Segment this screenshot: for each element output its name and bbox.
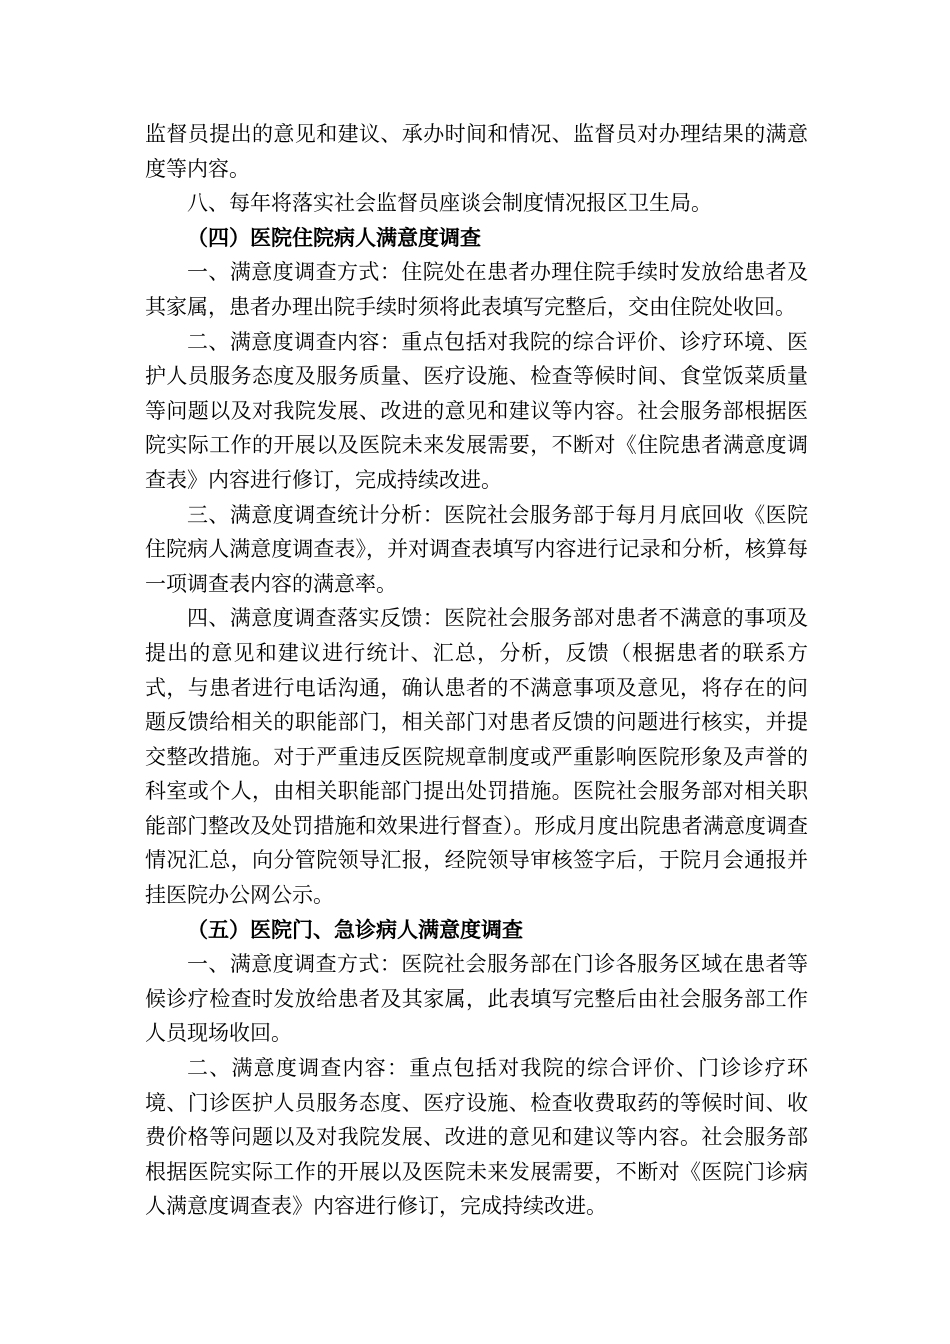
paragraph-inpatient-content: 二、满意度调查内容：重点包括对我院的综合评价、诊疗环境、医护人员服务态度及服务质量、医疗设施、检查等候时间、食堂饭菜质量等问题以及对我院发展、改进的意见和建议等内容。社会服务部根据医院实际工作的开展以及医院未来发展需要，不断对《住院患者满意度调查表》内容进行修订，完成持续改进。 [145,329,808,492]
paragraph-outpatient-method: 一、满意度调查方式：医院社会服务部在门诊各服务区域在患者等候诊疗检查时发放给患者及其家属，此表填写完整后由社会服务部工作人员现场收回。 [145,952,808,1046]
paragraph-continuation: 监督员提出的意见和建议、承办时间和情况、监督员对办理结果的满意度等内容。 [145,122,808,181]
document-body [145,117,808,1224]
paragraph-outpatient-content: 二、满意度调查内容：重点包括对我院的综合评价、门诊诊疗环境、门诊医护人员服务态度、医疗设施、检查收费取药的等候时间、收费价格等问题以及对我院发展、改进的意见和建议等内容。社会服务部根据医院实际工作的开展以及医院未来发展需要，不断对《医院门诊病人满意度调查表》内容进行修订，完成持续改进。 [145,1056,808,1219]
section-heading-5: （五）医院门、急诊病人满意度调查 [187,917,523,942]
paragraph-inpatient-analysis: 三、满意度调查统计分析：医院社会服务部于每月月底回收《医院住院病人满意度调查表》，并对调查表填写内容进行记录和分析，核算每一项调查表内容的满意率。 [145,502,808,596]
section-heading-4: （四）医院住院病人满意度调查 [187,225,481,250]
paragraph-item-8: 八、每年将落实社会监督员座谈会制度情况报区卫生局。 [187,191,712,216]
paragraph-inpatient-feedback: 四、满意度调查落实反馈：医院社会服务部对患者不满意的事项及提出的意见和建议进行统计、汇总，分析，反馈（根据患者的联系方式，与患者进行电话沟通，确认患者的不满意事项及意见，将存在的问题反馈给相关的职能部门，相关部门对患者反馈的问题进行核实，并提交整改措施。对于严重违反医院规章制度或严重影响医院形象及声誉的科室或个人，由相关职能部门提出处罚措施。医院社会服务部对相关职能部门整改及处罚措施和效果进行督查）。形成月度出院患者满意度调查情况汇总，向分管院领导汇报，经院领导审核签字后，于院月会通报并挂医院办公网公示。 [145,606,808,908]
paragraph-inpatient-method: 一、满意度调查方式：住院处在患者办理住院手续时发放给患者及其家属，患者办理出院手续时须将此表填写完整后，交由住院处收回。 [145,260,808,319]
